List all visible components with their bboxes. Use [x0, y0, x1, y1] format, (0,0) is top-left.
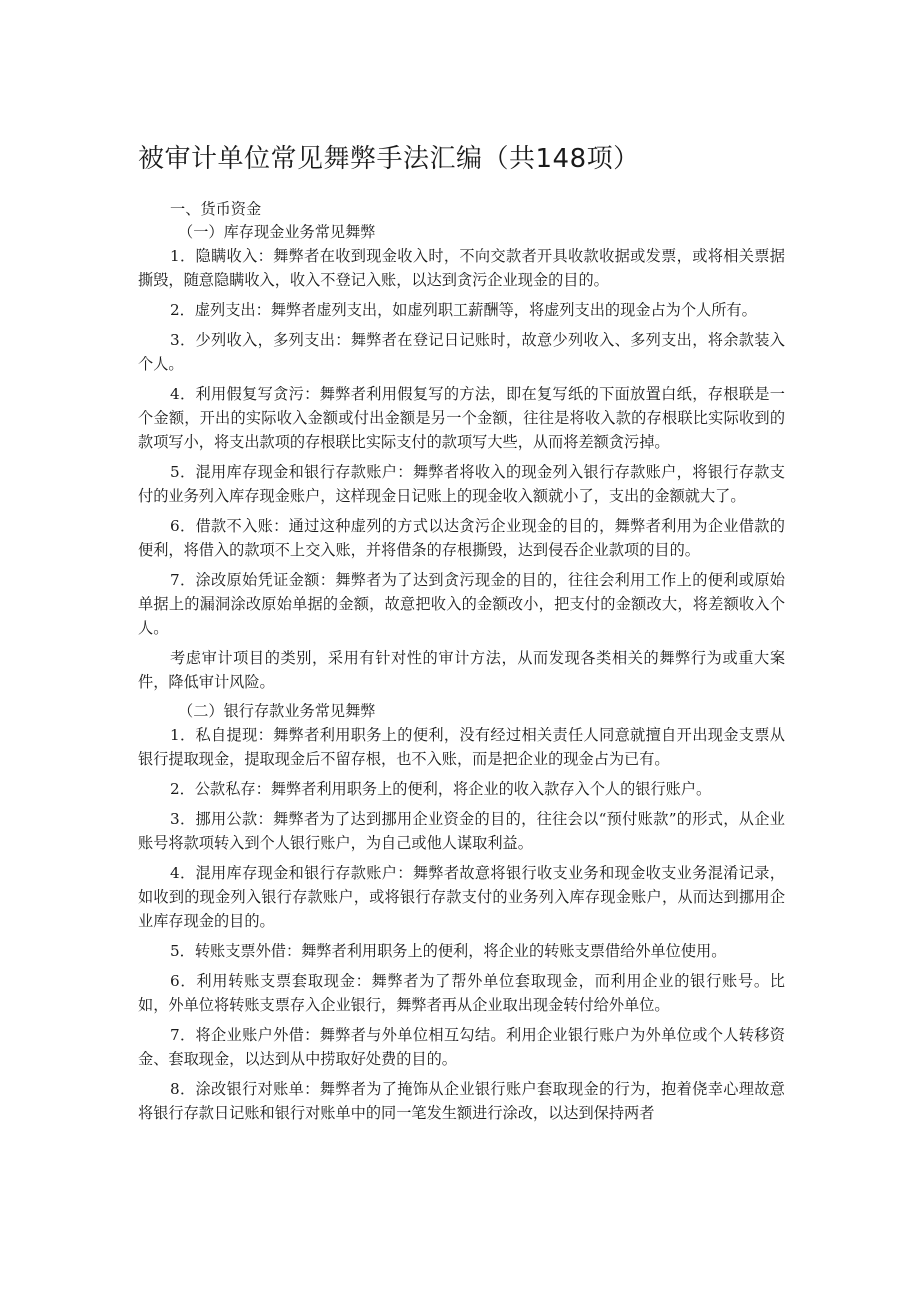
paragraph: 5．转账支票外借：舞弊者利用职务上的便利，将企业的转账支票借给外单位使用。 — [170, 942, 727, 960]
paragraph: 7．涂改原始凭证金额：舞弊者为了达到贪污现金的目的，往往会利用工作上的便利或原始单据上的漏洞涂改原始单据的金额，故意把收入的金额改小，把支付的金额改大，将差额收入个人。 — [138, 571, 785, 637]
paragraph: 考虑审计项目的类别，采用有针对性的审计方法，从而发现各类相关的舞弊行为或重大案件，降低审计风险。 — [138, 649, 785, 691]
document-page — [138, 142, 785, 1131]
section-heading: 一、货币资金 — [170, 200, 262, 218]
paragraph: 6．借款不入账：通过这种虚列的方式以达贪污企业现金的目的，舞弊者利用为企业借款的便利，将借入的款项不上交入账，并将借条的存根撕毁，达到侵吞企业款项的目的。 — [138, 517, 785, 559]
paragraph: 3．少列收入，多列支出：舞弊者在登记日记账时，故意少列收入、多列支出，将余款装入个人。 — [138, 331, 785, 373]
paragraph: 5．混用库存现金和银行存款账户：舞弊者将收入的现金列入银行存款账户，将银行存款支付的业务列入库存现金账户，这样现金日记账上的现金收入额就小了，支出的金额就大了。 — [138, 463, 785, 505]
subsection-heading: （二）银行存款业务常见舞弊 — [178, 702, 376, 720]
paragraph: 2．虚列支出：舞弊者虚列支出，如虚列职工薪酬等，将虚列支出的现金占为个人所有。 — [170, 301, 757, 319]
document-title: 被审计单位常见舞弊手法汇编（共148项） — [138, 144, 640, 174]
paragraph: 8．涂改银行对账单：舞弊者为了掩饰从企业银行账户套取现金的行为，抱着侥幸心理故意将银行存款日记账和银行对账单中的同一笔发生额进行涂改，以达到保持两者 — [138, 1080, 785, 1122]
paragraph: 2．公款私存：舞弊者利用职务上的便利，将企业的收入款存入个人的银行账户。 — [170, 780, 712, 798]
subsection-heading: （一）库存现金业务常见舞弊 — [178, 223, 376, 241]
paragraph: 1．私自提现：舞弊者利用职务上的便利，没有经过相关责任人同意就擅自开出现金支票从银行提取现金，提取现金后不留存根，也不入账，而是把企业的现金占为已有。 — [138, 726, 785, 768]
paragraph: 7．将企业账户外借：舞弊者与外单位相互勾结。利用企业银行账户为外单位或个人转移资金、套取现金，以达到从中捞取好处费的目的。 — [138, 1026, 785, 1068]
paragraph: 6．利用转账支票套取现金：舞弊者为了帮外单位套取现金，而利用企业的银行账号。比如，外单位将转账支票存入企业银行，舞弊者再从企业取出现金转付给外单位。 — [138, 972, 785, 1014]
paragraph: 4．混用库存现金和银行存款账户：舞弊者故意将银行收支业务和现金收支业务混淆记录，如收到的现金列入银行存款账户，或将银行存款支付的业务列入库存现金账户，从而达到挪用企业库存现金的目的。 — [138, 864, 785, 930]
paragraph: 4．利用假复写贪污：舞弊者利用假复写的方法，即在复写纸的下面放置白纸，存根联是一个金额，开出的实际收入金额或付出金额是另一个金额，往往是将收入款的存根联比实际收到的款项写小，将支出款项的存根联比实际支付的款项写大些，从而将差额贪污掉。 — [138, 385, 785, 451]
paragraph: 3．挪用公款：舞弊者为了达到挪用企业资金的目的，往往会以“预付账款”的形式，从企业账号将款项转入到个人银行账户，为自己或他人谋取利益。 — [138, 810, 785, 852]
paragraph: 1．隐瞒收入：舞弊者在收到现金收入时，不向交款者开具收款收据或发票，或将相关票据撕毁，随意隐瞒收入，收入不登记入账，以达到贪污企业现金的目的。 — [138, 247, 785, 289]
